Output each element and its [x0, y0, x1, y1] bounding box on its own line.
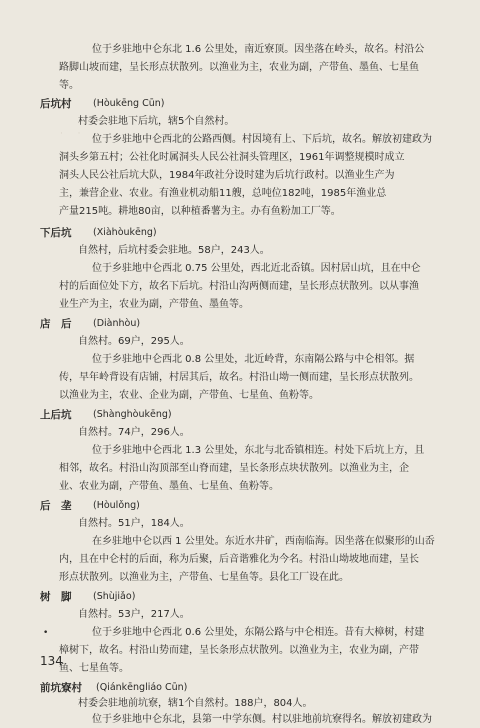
text-line: 洞头人民公社后坑大队，1984年政社分设时建为后坑行政村。以渔业生产为	[59, 170, 395, 181]
text-line: • 位于乡驻地中仑西北 0.6 公里处，东隔公路与中仑相连。昔有大樟树，村建	[0, 625, 480, 641]
entry-heading	[0, 96, 480, 112]
entry-pinyin: (Hòulǒng)	[93, 500, 140, 511]
text-line: 自然村。74户，296人。	[78, 427, 190, 438]
entry-pinyin: (Xiàhòukēng)	[93, 227, 157, 238]
bullet-mark: •	[43, 628, 49, 638]
entry-title: 下后坑	[40, 227, 72, 239]
entry-title: 上后坑	[40, 409, 72, 421]
entry-title: 树 脚	[40, 591, 72, 603]
page-number: 134	[40, 654, 63, 668]
text-line: 村委会驻地下后坑，辖5个自然村。	[78, 116, 235, 127]
entry-heading	[0, 680, 480, 696]
text-line: 以渔业为主，农业、企业为副，产带鱼、七星鱼、鱼粉等。	[59, 390, 319, 401]
text-line: 传，早年岭背设有店铺，村居其后，故名。村沿山坳一侧而建，呈长形点状散列。	[59, 372, 419, 383]
text-line: 在乡驻地中仑以西 1 公里处。东近水井矿，西南临海。因坐落在似聚形的山岙	[92, 536, 435, 547]
text-line: 业生产为主，农业为副，产带鱼、墨鱼等。	[59, 299, 249, 310]
entry-title: 后坑村	[40, 98, 72, 110]
text-line: 内，且在中仑村的后面，称为后聚，后音谐雅化为今名。村沿山坳坡地而建，呈长	[59, 554, 419, 565]
text-line: 村委会驻地前坑寮，辖1个自然村。188户，804人。	[78, 698, 313, 709]
text-line: 位于乡驻地中仑东北 1.6 公里处，南近寮顶。因坐落在岭头，故名。村沿公	[92, 44, 425, 55]
entry-pinyin: (Shànghòukēng)	[93, 409, 172, 420]
text-line: 业、农业为副，产带鱼、墨鱼、七星鱼、鱼粉等。	[59, 481, 279, 492]
text-line: 自然村。51户，184人。	[78, 518, 190, 529]
text-line: 位于乡驻地中仑东北，县第一中学东侧。村以驻地前坑寮得名。解放初建政为	[92, 714, 432, 725]
text-line: 自然村。69户，295人。	[78, 336, 190, 347]
text-line: 自然村，后坑村委会驻地。58户，243人。	[78, 245, 270, 256]
text-line: 自然村。53户，217人。	[78, 609, 190, 620]
text-line: 鱼、七星鱼等。	[59, 663, 129, 674]
entry-title: 前坑寮村	[40, 682, 82, 694]
text-line: 形点状散列。以渔业为主，产带鱼、七星鱼等。县化工厂设在此。	[59, 572, 349, 583]
text-line: 位于乡驻地中仑西北 1.3 公里处，东北与北岙镇相连。村处下后坑上方，且	[92, 445, 425, 456]
text-line: 路脚山坡而建，呈长形点状散列。以渔业为主，农业为副，产带鱼、墨鱼、七星鱼	[59, 62, 419, 73]
entry-pinyin: (Shùjiǎo)	[93, 591, 136, 602]
entry-heading	[0, 407, 480, 423]
entry-pinyin: (Diànhòu)	[93, 318, 141, 329]
entry-heading	[0, 498, 480, 514]
text-line: 村的后面位处下方，故名下后坑。村沿山沟两侧而建，呈长形点状散列。以从事渔	[59, 281, 419, 292]
bleed-through-mark: · ·	[60, 129, 81, 139]
text-line: 主，兼营企业、农业。有渔业机动船11艘，总吨位182吨，1985年渔业总	[59, 188, 387, 199]
text-line: 洞头乡第五村；公社化时属洞头人民公社洞头管理区，1961年调整规模时成立	[59, 152, 405, 163]
entry-heading	[0, 589, 480, 605]
text-line: 产量215吨。耕地80亩，以种植番薯为主。办有鱼粉加工厂等。	[59, 206, 341, 217]
text-line: 等。	[59, 80, 79, 91]
text-line: 相邻，故名。村沿山沟顶部至山脊而建，呈长条形点块状散列。以渔业为主，企	[59, 463, 409, 474]
entry-title: 店 后	[40, 318, 72, 330]
text-line: 位于乡驻地中仑西北 0.75 公里处，西北近北岙镇。因村居山坑，且在中仑	[92, 263, 421, 274]
entry-heading	[0, 316, 480, 332]
text-line: 位于乡驻地中仑西北的公路西侧。村因境有上、下后坑，故名。解放初建政为	[92, 134, 432, 145]
entry-pinyin: (Qiánkēngliáo Cūn)	[96, 682, 188, 693]
text-line: 位于乡驻地中仑西北 0.8 公里处，北近岭背，东南隔公路与中仑相邻。据	[92, 354, 415, 365]
text-line: 樟树下，故名。村沿山势而建，呈长条形点状散列。以渔业为主，农业为副，产带	[59, 645, 419, 656]
entry-title: 后 垄	[40, 500, 72, 512]
entry-pinyin: (Hòukēng Cūn)	[93, 98, 165, 109]
entry-heading	[0, 225, 480, 241]
